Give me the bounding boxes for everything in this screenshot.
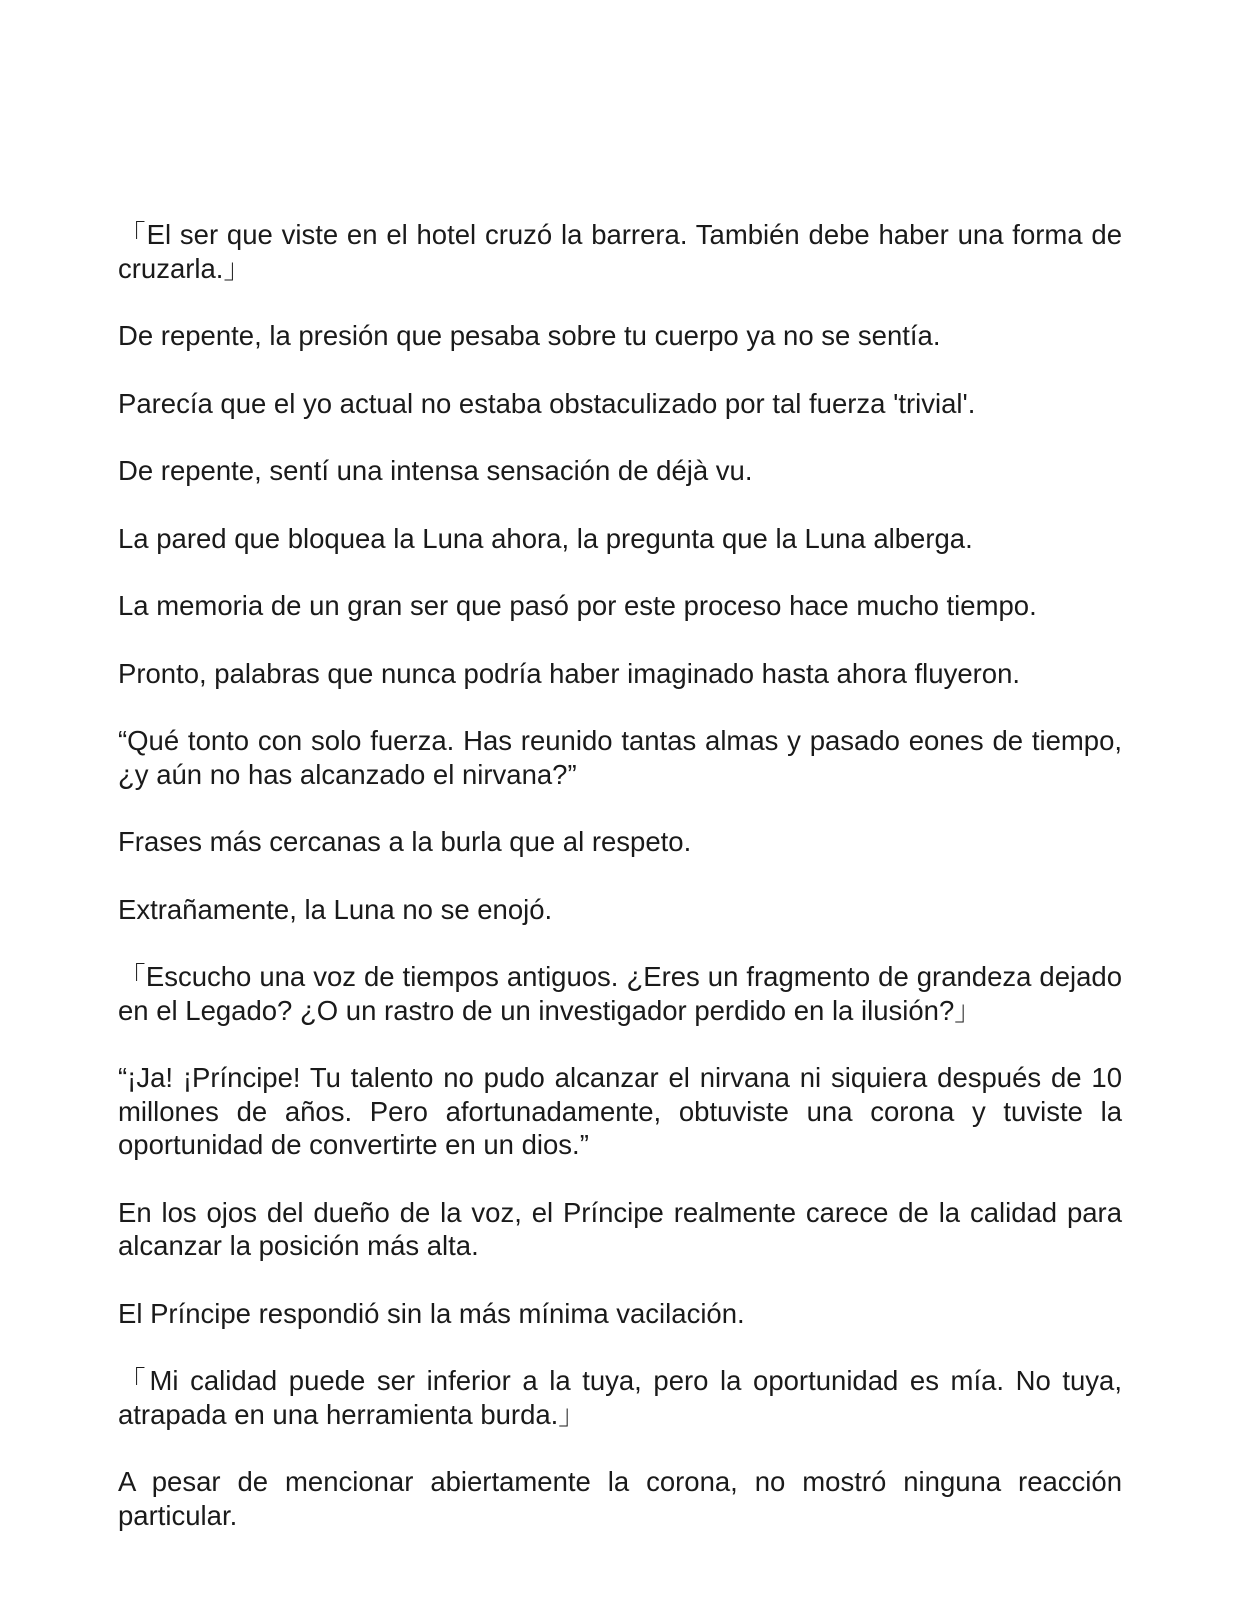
paragraph: Extrañamente, la Luna no se enojó. [118,893,553,925]
paragraph: La pared que bloquea la Luna ahora, la pregunta que la Luna alberga. [118,522,973,554]
paragraph: De repente, sentí una intensa sensación de déjà vu. [118,455,753,486]
paragraph: “Qué tonto con solo fuerza. Has reunido tantas almas y pasado eones de tiempo, ¿y aún no has alcanzado el nirvana?” [118,725,1122,790]
paragraph: 「El ser que viste en el hotel cruzó la barrera. También debe haber una forma de cruzarla.」 [118,219,1122,284]
paragraph: A pesar de mencionar abiertamente la corona, no mostró ninguna reacción particular. [118,1466,1122,1531]
paragraph: Parecía que el yo actual no estaba obstaculizado por tal fuerza 'trivial'. [118,387,976,419]
paragraph: “¡Ja! ¡Príncipe! Tu talento no pudo alcanzar el nirvana ni siquiera después de 10 millones de años. Pero afortunadamente, obtuviste una corona y tuviste la oportunidad de convertirte en un dios.” [118,1062,1122,1160]
paragraph: 「Escucho una voz de tiempos antiguos. ¿Eres un fragmento de grandeza dejado en el Legado? ¿O un rastro de un investigador perdido en la ilusión?」 [118,961,1122,1026]
paragraph: Frases más cercanas a la burla que al respeto. [118,826,692,857]
paragraph: El Príncipe respondió sin la más mínima vacilación. [118,1297,745,1329]
paragraph: 「Mi calidad puede ser inferior a la tuya, pero la oportunidad es mía. No tuya, atrapada en una herramienta burda.」 [118,1365,1122,1430]
paragraph: Pronto, palabras que nunca podría haber imaginado hasta ahora fluyeron. [118,657,1021,689]
paragraph: La memoria de un gran ser que pasó por este proceso hace mucho tiempo. [118,590,1037,621]
paragraph: De repente, la presión que pesaba sobre tu cuerpo ya no se sentía. [118,320,941,351]
paragraph: En los ojos del dueño de la voz, el Príncipe realmente carece de la calidad para alcanzar la posición más alta. [118,1196,1122,1261]
document-body [118,218,1122,1566]
